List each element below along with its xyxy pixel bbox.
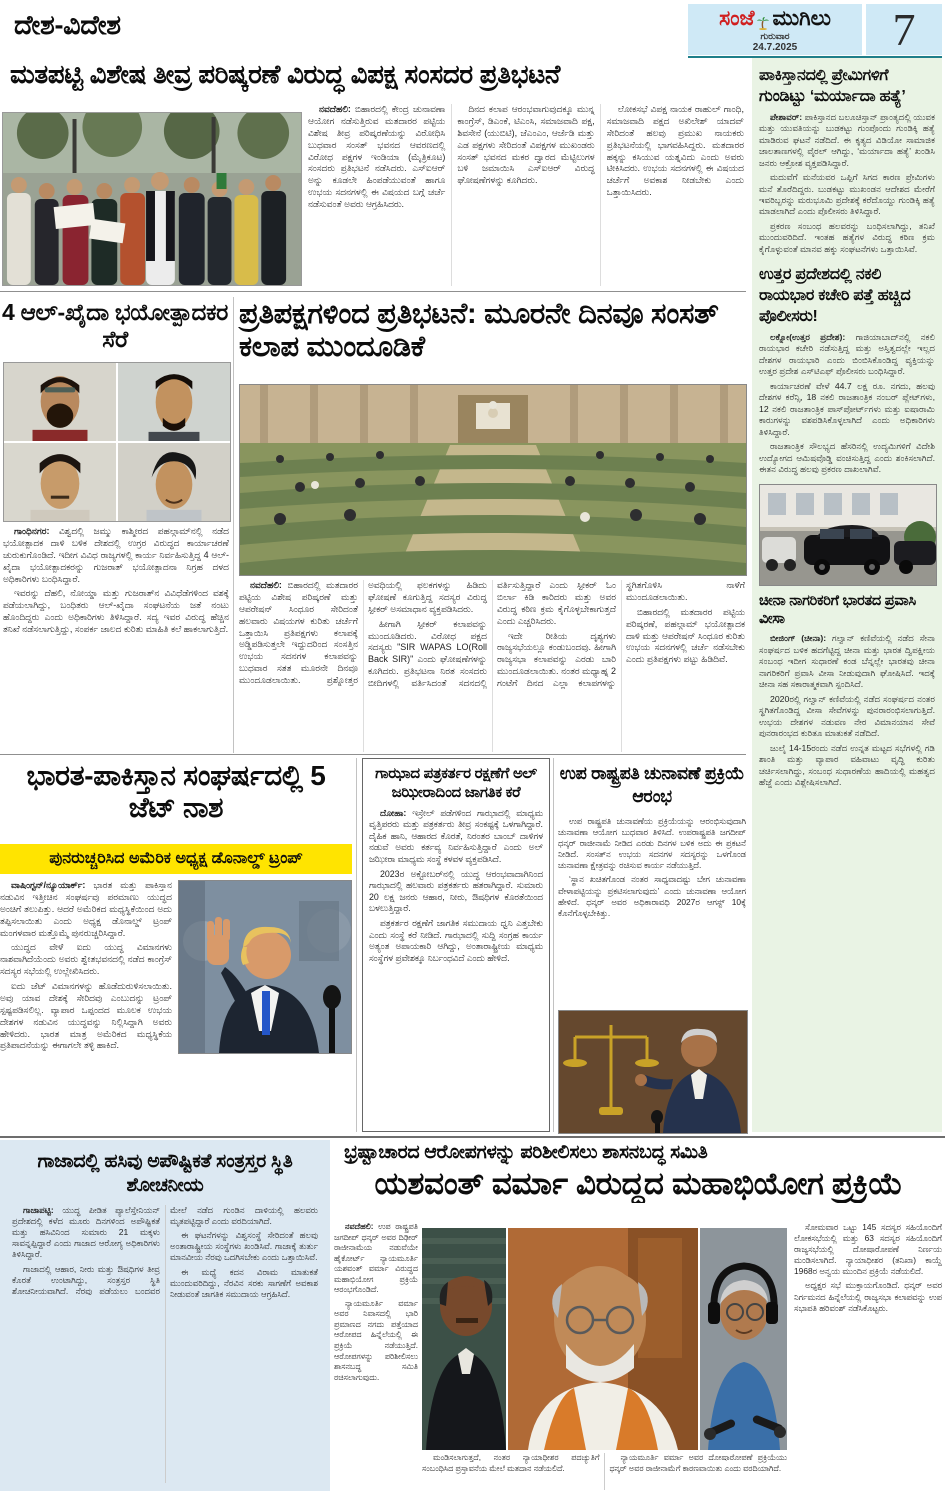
aljazeera-box xyxy=(362,758,550,1132)
china-visa-paragraph: 2020ರಲ್ಲಿ ಗಲ್ವಾನ್ ಕಣಿವೆಯಲ್ಲಿ ನಡೆದ ಸಂಘರ್ಷದ ನಂತರ ಸ್ಥಗಿತಗೊಂಡಿದ್ದ ವೀಸಾ ಸೇವೆಗಳನ್ನು ಪುನರಾರಂಭಿಸಲಾಗುತ್ತಿದೆ. ಉಭಯ ದೇಶಗಳ ನಡುವಣ ನೇರ ವಿಮಾನಯಾನ ಸೇವೆ ಪುನರಾರಂಭದ ಕುರಿತೂ ಮಾತುಕತೆ ನಡೆದಿದೆ. xyxy=(759,693,935,739)
alqaeda-body xyxy=(3,526,229,752)
aljazeera-body xyxy=(369,808,543,965)
honor-killing-body xyxy=(759,112,935,256)
trump-photo xyxy=(178,880,352,1054)
varma-left-column xyxy=(334,1222,418,1491)
brand-word-black: ಮುಗಿಲು xyxy=(772,6,831,30)
brand-logo xyxy=(719,7,831,31)
aljazeera-headline: ಗಾಝಾದ ಪತ್ರಕರ್ತರ ರಕ್ಷಣೆಗೆ ಅಲ್ ಜಝೀರಾದಿಂದ ಜಾಗತಿಕ ಕರೆ xyxy=(375,765,537,801)
gaza-box xyxy=(0,1140,330,1491)
jets-paragraph: ವಾಷಿಂಗ್ಟನ್/ನ್ಯೂಯಾರ್ಕ್: ಭಾರತ ಮತ್ತು ಪಾಕಿಸ್ತಾನ ನಡುವಿನ ಇತ್ತೀಚಿನ ಸಂಘರ್ಷವು ಪರಮಾಣು ಯುದ್ಧದ ಅಂಚಿಗೆ ತಲುಪಿತ್ತು. ಆದರೆ ಅಮೆರಿಕದ ಮಧ್ಯಸ್ಥಿಕೆಯಿಂದ ಅದು ತಪ್ಪಿಸಲಾಯಿತು ಎಂದು ಅಧ್ಯಕ್ಷ ಡೊನಾಲ್ಡ್ ಟ್ರಂಪ್ ಮಂಗಳವಾರ ಮತ್ತೊಮ್ಮೆ ಪುನರುಚ್ಚರಿಸಿದ್ದಾರೆ. xyxy=(0,880,172,938)
section-rule xyxy=(0,754,746,755)
masthead-day: ಗುರುವಾರ xyxy=(760,30,790,41)
protest-photo xyxy=(2,112,302,286)
parliament-paragraph: ಇದೇ ರೀತಿಯ ದೃಶ್ಯಗಳು ರಾಜ್ಯಸಭೆಯಲ್ಲೂ ಕಂಡುಬಂದವು. ಹೀಗಾಗಿ ರಾಜ್ಯಸಭಾ ಕಲಾಪವನ್ನು ಎರಡು ಬಾರಿ ಮುಂದೂಡಲಾಯಿತು. ನಂತರ ಮಧ್ಯಾಹ್ನ 2 ಗಂಟೆಗೆ ದಿನದ ಎಲ್ಲಾ ಕಲಾಪಗಳನ್ನು ಸ್ಥಗಿತಗೊಳಿಸಿ ನಾಳೆಗೆ ಮುಂದೂಡಲಾಯಿತು. xyxy=(497,580,745,688)
lead-body xyxy=(308,104,744,286)
varma-bottom-strip xyxy=(422,1453,787,1490)
section-rule xyxy=(0,291,746,292)
jets-subhead-bar xyxy=(0,844,352,874)
aljazeera-paragraph: ದೋಹಾ: ಇಸ್ರೇಲ್ ಪಡೆಗಳಿಂದ ಗಾಝಾದಲ್ಲಿ ಮಾಧ್ಯಮ ವೃತ್ತಿಪರರು ಮತ್ತು ಪತ್ರಕರ್ತರು ತೀವ್ರ ಸಂಕಷ್ಟಕ್ಕೆ ಒಳಗಾಗಿದ್ದಾರೆ. ದೈಹಿಕ ಹಾನಿ, ಆಹಾರದ ಕೊರತೆ, ನಿರಂತರ ಬಾಂಬ್ ದಾಳಿಗಳ ನಡುವೆ ಅವರು ಕರ್ತವ್ಯ ನಿರ್ವಹಿಸುತ್ತಿದ್ದಾರೆ ಎಂದು ಅಲ್ ಜಝೀರಾ ಮಾಧ್ಯಮ ಸಂಸ್ಥೆ ಕಳವಳ ವ್ಯಕ್ತಪಡಿಸಿದೆ. xyxy=(369,807,543,864)
jets-body xyxy=(0,880,352,1132)
lead-paragraph: ದಿನದ ಕಲಾಪ ಆರಂಭವಾಗುವುದಕ್ಕೂ ಮುನ್ನ ಕಾಂಗ್ರೆಸ್, ಡಿಎಂಕೆ, ಟಿಎಂಸಿ, ಸಮಾಜವಾದಿ ಪಕ್ಷ, ಶಿವಸೇನೆ (ಯುಬಿಟಿ), ಜೆಎಂಎಂ, ಆರ್ಜೆಡಿ ಮತ್ತು ಎಡ ಪಕ್ಷಗಳು ಸೇರಿದಂತೆ ವಿಪಕ್ಷಗಳ ಮುಖಂಡರು ಸಂಸತ್ ಭವನದ ಮಕರ ದ್ವಾರದ ಮೆಟ್ಟಿಲುಗಳ ಬಳಿ ಜಮಾಯಿಸಿ ಎಸ್‌ಐಆರ್ ವಿರುದ್ಧ ಘೋಷಣೆಗಳನ್ನು ಕೂಗಿದರು. xyxy=(457,104,595,186)
suspect-photo-1 xyxy=(4,363,116,441)
fake-embassy-headline: ಉತ್ತರ ಪ್ರದೇಶದಲ್ಲಿ ನಕಲಿ ರಾಯಭಾರ ಕಚೇರಿ ಪತ್ತೆ ಹಚ್ಚಿದ ಪೊಲೀಸರು! xyxy=(759,266,911,325)
fake-embassy-body xyxy=(759,332,935,476)
lead-paragraph: ನವದೆಹಲಿ: ಬಿಹಾರದಲ್ಲಿ ಕೇಂದ್ರ ಚುನಾವಣಾ ಆಯೋಗ ನಡೆಸುತ್ತಿರುವ ಮತದಾರರ ಪಟ್ಟಿಯ ವಿಶೇಷ ತೀವ್ರ ಪರಿಷ್ಕರಣೆಯನ್ನು ವಿರೋಧಿಸಿ ಬುಧವಾರ ಸಂಸತ್ ಭವನದ ಆವರಣದಲ್ಲಿ ವಿರೋಧ ಪಕ್ಷಗಳ ಇಂಡಿಯಾ (ಮೈತ್ರಿಕೂಟ) ಸಂಸದರು ಪ್ರತಿಭಟನೆ ನಡೆಸಿದರು. ಎಸ್‌ಐಆರ್ ಅನ್ನು ಕೂಡಲೇ ಹಿಂಪಡೆಯುವಂತೆ ಹಾಗೂ ಉಭಯ ಸದನಗಳಲ್ಲಿ ಈ ವಿಷಯದ ಬಗ್ಗೆ ಚರ್ಚೆ ನಡೆಸುವಂತೆ ಅವರು ಆಗ್ರಹಿಸಿದರು. xyxy=(308,104,446,209)
jets-headline: ಭಾರತ-ಪಾಕಿಸ್ತಾನ ಸಂಘರ್ಷದಲ್ಲಿ 5 ಜೆಟ್ ನಾಶ xyxy=(26,760,326,824)
gaza-body xyxy=(12,1205,318,1483)
vp-headline: ಉಪ ರಾಷ್ಟ್ರಪತಿ ಚುನಾವಣೆ ಪ್ರಕ್ರಿಯೆ ಆರಂಭ xyxy=(559,763,745,806)
amit-shah-photo xyxy=(508,1228,698,1450)
gaza-paragraph: ಗಾಜಾಪಟ್ಟಿ: ಯುದ್ಧ ಪೀಡಿತ ಪ್ಯಾಲೆಸ್ತೇನಿಯನ್ ಪ್ರದೇಶದಲ್ಲಿ ಕಳೆದ ಮೂರು ದಿನಗಳಿಂದ ಅಪೌಷ್ಟಿಕತೆ ಮತ್ತು ಹಸಿವಿನಿಂದ ಸುಮಾರು 21 ಮಕ್ಕಳು ಸಾವನ್ನಪ್ಪಿದ್ದಾರೆ ಎಂದು ಗಾಜಾದ ಆರೋಗ್ಯ ಅಧಿಕಾರಿಗಳು ತಿಳಿಸಿದ್ದಾರೆ. xyxy=(12,1204,160,1260)
gaza-headline: ಗಾಜಾದಲ್ಲಿ ಹಸಿವು ಅಪೌಷ್ಟಿಕತೆ ಸಂತ್ರಸ್ತರ ಸ್ಥಿತಿ ಶೋಚನೀಯ xyxy=(37,1151,293,1196)
parliament-photo xyxy=(239,384,747,576)
china-visa-body xyxy=(759,633,935,788)
section-rule xyxy=(0,1136,945,1138)
fake-embassy-paragraph: ಕಾರ್ಯಾಚರಣೆ ವೇಳೆ 44.7 ಲಕ್ಷ ರೂ. ನಗದು, ಹಲವು ದೇಶಗಳ ಕರೆನ್ಸಿ, 18 ನಕಲಿ ರಾಜತಾಂತ್ರಿಕ ನಂಬರ್ ಪ್ಲೇಟ್‌ಗಳು, 12 ನಕಲಿ ರಾಜತಾಂತ್ರಿಕ ಪಾಸ್‌ಪೋರ್ಟ್‌ಗಳು ಮತ್ತು ಐಷಾರಾಮಿ ಕಾರುಗಳನ್ನು ವಶಪಡಿಸಿಕೊಳ್ಳಲಾಗಿದೆ ಎಂದು ಅಧಿಕಾರಿಗಳು ತಿಳಿಸಿದ್ದಾರೆ. xyxy=(759,380,935,437)
gaza-paragraph: ಗಾಜಾದಲ್ಲಿ ಆಹಾರ, ನೀರು ಮತ್ತು ಔಷಧಿಗಳ ತೀವ್ರ ಕೊರತೆ ಉಂಟಾಗಿದ್ದು, ಸಂತ್ರಸ್ತರ ಸ್ಥಿತಿ ಶೋಚನೀಯವಾಗಿದೆ. ನೆರವು ಪಡೆಯಲು ಬಂದವರ ಮೇಲೆ ನಡೆದ ಗುಂಡಿನ ದಾಳಿಯಲ್ಲಿ ಹಲವರು ಮೃತಪಟ್ಟಿದ್ದಾರೆ ಎಂದು ವರದಿಯಾಗಿದೆ. xyxy=(12,1204,318,1297)
jets-subhead: ಪುನರುಚ್ಚರಿಸಿದ ಅಮೆರಿಕ ಅಧ್ಯಕ್ಷ ಡೊನಾಲ್ಡ್ ಟ್ರಂಪ್ xyxy=(49,850,303,867)
palm-tree-icon xyxy=(756,12,770,26)
varma-kicker: ಭ್ರಷ್ಟಾಚಾರದ ಆರೋಪಗಳನ್ನು ಪರಿಶೀಲಿಸಲು ಶಾಸನಬದ್ಧ ಸಮಿತಿ xyxy=(344,1142,708,1163)
aljazeera-paragraph: 2023ರ ಅಕ್ಟೋಬರ್‌ನಲ್ಲಿ ಯುದ್ಧ ಆರಂಭವಾದಾಗಿನಿಂದ ಗಾಝಾದಲ್ಲಿ ಹಲವಾರು ಪತ್ರಕರ್ತರು ಹತರಾಗಿದ್ದಾರೆ. ಸುಮಾರು 20 ಲಕ್ಷ ಜನರು ಆಹಾರ, ನೀರು, ಔಷಧಿಗಳ ಕೊರತೆಯಿಂದ ಬಳಲುತ್ತಿದ್ದಾರೆ. xyxy=(369,868,543,914)
embassy-cars-photo xyxy=(759,484,937,586)
honor-killing-paragraph: ಪೇಶಾವರ್: ಪಾಕಿಸ್ತಾನದ ಬಲೂಚಿಸ್ತಾನ್ ಪ್ರಾಂತ್ಯದಲ್ಲಿ ಯುವಕ ಮತ್ತು ಯುವತಿಯನ್ನು ಬುಡಕಟ್ಟು ಗುಂಪೊಂದು ಗುಂಡಿಕ್ಕಿ ಹತ್ಯೆ ಮಾಡಿರುವ ಘಟನೆ ನಡೆದಿದೆ. ಈ ಕೃತ್ಯದ ವಿಡಿಯೋ ಸಾಮಾಜಿಕ ಜಾಲತಾಣಗಳಲ್ಲಿ ವೈರಲ್ ಆಗಿದ್ದು, ‘ಮರ್ಯಾದಾ ಹತ್ಯೆ’ ಖಂಡಿಸಿ ಜನರು ಆಕ್ರೋಶ ವ್ಯಕ್ತಪಡಿಸಿದ್ದಾರೆ. xyxy=(759,111,935,168)
varma-paragraph: ಸೋಮವಾರ ಒಟ್ಟು 145 ಸದಸ್ಯರ ಸಹಿಯೊಂದಿಗೆ ಲೋಕಸಭೆಯಲ್ಲಿ ಮತ್ತು 63 ಸದಸ್ಯರ ಸಹಿಯೊಂದಿಗೆ ರಾಜ್ಯಸಭೆಯಲ್ಲಿ ದೋಷಾರೋಪಣೆ ನಿರ್ಣಯ ಮಂಡಿಸಲಾಗಿದೆ. ನ್ಯಾಯಾಧೀಶರ (ತನಿಖಾ) ಕಾಯ್ದೆ 1968ರ ಅನ್ವಯ ಮುಂದಿನ ಪ್ರಕ್ರಿಯೆ ನಡೆಯಲಿದೆ. xyxy=(794,1222,942,1277)
parliament-paragraph: ಬಿಹಾರದಲ್ಲಿ ಮತದಾರರ ಪಟ್ಟಿಯ ಪರಿಷ್ಕರಣೆ, ಪಹಲ್ಗಾಮ್ ಭಯೋತ್ಪಾದಕ ದಾಳಿ ಮತ್ತು ಆಪರೇಷನ್ ಸಿಂಧೂರ ಕುರಿತು ಉಭಯ ಸದನಗಳಲ್ಲಿ ಚರ್ಚೆ ನಡೆಸಬೇಕು ಎಂದು ಪ್ರತಿಪಕ್ಷಗಳು ಪಟ್ಟು ಹಿಡಿದಿವೆ. xyxy=(626,606,745,665)
jets-paragraph: ಐದು ಜೆಟ್ ವಿಮಾನಗಳನ್ನು ಹೊಡೆದುರುಳಿಸಲಾಯಿತು. ಅವು ಯಾವ ದೇಶಕ್ಕೆ ಸೇರಿದವು ಎಂಬುದನ್ನು ಟ್ರಂಪ್ ಸ್ಪಷ್ಟಪಡಿಸಲಿಲ್ಲ. ವ್ಯಾಪಾರ ಒಪ್ಪಂದದ ಮೂಲಕ ಉಭಯ ದೇಶಗಳ ನಡುವಿನ ಯುದ್ಧವನ್ನು ನಿಲ್ಲಿಸಿದ್ದಾಗಿ ಅವರು ಹೇಳಿದರು. ಭಾರತ ಮಾತ್ರ ಅಮೆರಿಕದ ಮಧ್ಯಸ್ಥಿಕೆಯ ಪ್ರತಿಪಾದನೆಯನ್ನು ಈಗಾಗಲೇ ತಳ್ಳಿ ಹಾಕಿದೆ. xyxy=(0,981,172,1051)
vp-paragraph: ‘ಸ್ಥಾನ ಖಚಿತಗೊಂಡ ನಂತರ ಸಾಧ್ಯವಾದಷ್ಟು ಬೇಗ ಚುನಾವಣಾ ವೇಳಾಪಟ್ಟಿಯನ್ನು ಪ್ರಕಟಿಸಲಾಗುವುದು’ ಎಂದು ಚುನಾವಣಾ ಆಯೋಗ ಹೇಳಿದೆ. ಧನ್ಕರ್ ಅವರ ಅಧಿಕಾರಾವಧಿ 2027ರ ಆಗಸ್ಟ್ 10ಕ್ಕೆ ಕೊನೆಗೊಳ್ಳಬೇಕಿತ್ತು. xyxy=(558,874,746,918)
varma-right-column xyxy=(794,1222,942,1491)
vp-body xyxy=(558,816,746,1008)
parliament-paragraph: ಹೀಗಾಗಿ ಸ್ಪೀಕರ್ ಕಲಾಪವನ್ನು ಮುಂದೂಡಿದರು. ವಿರೋಧ ಪಕ್ಷದ ಸದಸ್ಯರು "SIR WAPAS LO(Roll Back SIR)" ಎಂದು ಘೋಷಣೆಗಳನ್ನು ಕೂಗಿದರು. ಪ್ರತಿಭಟನಾ ನಿರತ ಸಂಸದರು ಬೀದಿಗಳಲ್ಲಿ ವರ್ತಿಸಿದಂತೆ ಸದನದಲ್ಲಿ ವರ್ತಿಸುತ್ತಿದ್ದಾರೆ ಎಂದು ಸ್ಪೀಕರ್ ಓಂ ಬಿರ್ಲಾ ಕಿಡಿ ಕಾರಿದರು ಮತ್ತು ಅವರ ವಿರುದ್ಧ ಕಠಿಣ ಕ್ರಮ ಕೈಗೊಳ್ಳಬೇಕಾಗುತ್ತದೆ ಎಂದು ಎಚ್ಚರಿಸಿದರು. xyxy=(368,580,616,688)
column-rule xyxy=(356,758,357,1132)
varma-paragraph: ಅಧ್ಯಕ್ಷರ ಸಭೆ ಮುಕ್ತಾಯಗೊಂಡಿದೆ. ಧನ್ಕರ್ ಅವರ ನಿರ್ಗಮನದ ಹಿನ್ನೆಲೆಯಲ್ಲಿ ರಾಜ್ಯಸಭಾ ಕಲಾಪವನ್ನು ಉಪ ಸಭಾಪತಿ ಹರಿವಂಶ್ ನಡೆಸಿಕೊಟ್ಟರು. xyxy=(794,1280,942,1313)
lead-headline: ಮತಪಟ್ಟಿ ವಿಶೇಷ ತೀವ್ರ ಪರಿಷ್ಕರಣೆ ವಿರುದ್ಧ ವಿಪಕ್ಷ ಸಂಸದರ ಪ್ರತಿಭಟನೆ xyxy=(10,59,561,89)
suspects-photo-grid xyxy=(3,362,231,522)
varma-paragraph: ನ್ಯಾಯಮೂರ್ತಿ ವರ್ಮಾ ಅವರ ನಿವಾಸದಲ್ಲಿ ಭಾರಿ ಪ್ರಮಾಣದ ನಗದು ಪತ್ತೆಯಾದ ಆರೋಪದ ಹಿನ್ನೆಲೆಯಲ್ಲಿ ಈ ಪ್ರಕ್ರಿಯೆ ನಡೆಯುತ್ತಿದೆ. ಆರೋಪಗಳನ್ನು ಪರಿಶೀಲಿಸಲು ಶಾಸನಬದ್ಧ ಸಮಿತಿ ರಚಿಸಲಾಗುವುದು. xyxy=(334,1298,418,1382)
varma-caption: ಮಂಡಿಸಲಾಗುತ್ತದೆ, ನಂತರ ನ್ಯಾಯಾಧೀಶರ ಪದಚ್ಯುತಿಗೆ ಸಂಬಂಧಿಸಿದ ಪ್ರಸ್ತಾವನೆಯ ಮೇಲೆ ಮತದಾನ ನಡೆಯಲಿದೆ. xyxy=(422,1453,600,1473)
brand-word-red: ಸಂಜೆ xyxy=(719,6,755,30)
honor-killing-paragraph: ಪ್ರಕರಣ ಸಂಬಂಧ ಹಲವರನ್ನು ಬಂಧಿಸಲಾಗಿದ್ದು, ತನಿಖೆ ಮುಂದುವರಿದಿದೆ. ಇಂತಹ ಹತ್ಯೆಗಳ ವಿರುದ್ಧ ಕಠಿಣ ಕ್ರಮ ಕೈಗೊಳ್ಳುವಂತೆ ಮಾನವ ಹಕ್ಕು ಸಂಘಟನೆಗಳು ಒತ್ತಾಯಿಸಿವೆ. xyxy=(759,220,935,254)
parliament-body xyxy=(239,580,745,752)
aljazeera-paragraph: ಪತ್ರಕರ್ತರ ರಕ್ಷಣೆಗೆ ಜಾಗತಿಕ ಸಮುದಾಯ ಧ್ವನಿ ಎತ್ತಬೇಕು ಎಂದು ಸಂಸ್ಥೆ ಕರೆ ನೀಡಿದೆ. ಗಾಝಾದಲ್ಲಿ ಸುದ್ದಿ ಸಂಗ್ರಹ ಕಾರ್ಯ ಅತ್ಯಂತ ಅಪಾಯಕಾರಿ ಆಗಿದ್ದು, ಅಂತಾರಾಷ್ಟ್ರೀಯ ಮಾಧ್ಯಮ ಸಂಸ್ಥೆಗಳ ಪ್ರವೇಶಕ್ಕೂ ನಿರ್ಬಂಧವಿದೆ ಎಂದು ಹೇಳಿದೆ. xyxy=(369,917,543,963)
suspect-photo-2 xyxy=(118,363,230,441)
fake-embassy-paragraph: ರಾಜತಾಂತ್ರಿಕ ಸೌಲಭ್ಯದ ಹೆಸರಿನಲ್ಲಿ ಉದ್ಯಮಿಗಳಿಗೆ ವಿದೇಶಿ ಉದ್ಯೋಗದ ಆಮಿಷವೊಡ್ಡಿ ವಂಚಿಸುತ್ತಿದ್ದ ಎಂದು ಶಂಕಿಸಲಾಗಿದೆ. ಈತನ ವಿರುದ್ಧ ಹಲವು ಪ್ರಕರಣ ದಾಖಲಾಗಿವೆ. xyxy=(759,441,935,475)
parliament-paragraph: ನವದೆಹಲಿ: ಬಿಹಾರದಲ್ಲಿ ಮತದಾರರ ಪಟ್ಟಿಯ ವಿಶೇಷ ಪರಿಷ್ಕರಣೆ ಮತ್ತು ಆಪರೇಷನ್ ಸಿಂಧೂರ ಸೇರಿದಂತೆ ಹಲವಾರು ವಿಷಯಗಳ ಕುರಿತು ಚರ್ಚೆಗೆ ಒತ್ತಾಯಿಸಿ ಪ್ರತಿಪಕ್ಷಗಳು ಕಲಾಪಕ್ಕೆ ಅಡ್ಡಿಪಡಿಸುತ್ತಲೇ ಇದ್ದುದರಿಂದ ಸಂಸತ್ತಿನ ಉಭಯ ಸದನಗಳ ಕಲಾಪವನ್ನು ಬುಧವಾರ ಸತತ ಮೂರನೇ ದಿನವೂ ಮುಂದೂಡಲಾಯಿತು. ಪ್ರಶ್ನೋತ್ತರ ಅವಧಿಯಲ್ಲಿ ಫಲಕಗಳನ್ನು ಹಿಡಿದು ಘೋಷಣೆ ಕೂಗುತ್ತಿದ್ದ ಸದಸ್ಯರ ವಿರುದ್ಧ ಸ್ಪೀಕರ್ ಅಸಮಾಧಾನ ವ್ಯಕ್ತಪಡಿಸಿದರು. xyxy=(239,580,487,685)
suspect-photo-3 xyxy=(4,443,116,521)
alqaeda-headline: 4 ಆಲ್-ಖೈದಾ ಭಯೋತ್ಪಾದಕರ ಸೆರೆ xyxy=(1,299,228,353)
harivansh-photo xyxy=(700,1228,787,1450)
column-rule xyxy=(553,758,554,1132)
alqaeda-paragraph: ಗಾಂಧಿನಗರ: ವಿಶ್ವದಲ್ಲಿ ಜಮ್ಮು ಕಾಶ್ಮೀರದ ಪಹಲ್ಗಾಮ್‌ನಲ್ಲಿ ನಡೆದ ಭಯೋತ್ಪಾದಕ ದಾಳಿ ಬಳಿಕ ದೇಶದಲ್ಲಿ ಉಗ್ರರ ವಿರುದ್ಧದ ಕಾರ್ಯಾಚರಣೆ ಚುರುಕುಗೊಂಡಿದೆ. ಇದೀಗ ವಿವಿಧ ರಾಜ್ಯಗಳಲ್ಲಿ ಕಾರ್ಯ ನಿರ್ವಹಿಸುತ್ತಿದ್ದ 4 ಆಲ್-ಖೈದಾ ಭಯೋತ್ಪಾದಕರನ್ನು ಗುಜರಾತ್ ಭಯೋತ್ಪಾದನಾ ನಿಗ್ರಹ ದಳದ ಅಧಿಕಾರಿಗಳು ಬಂಧಿಸಿದ್ದಾರೆ. xyxy=(3,526,229,584)
lead-paragraph: ಲೋಕಸಭೆ ವಿಪಕ್ಷ ನಾಯಕ ರಾಹುಲ್ ಗಾಂಧಿ, ಸಮಾಜವಾದಿ ಪಕ್ಷದ ಅಖಿಲೇಶ್ ಯಾದವ್ ಸೇರಿದಂತೆ ಹಲವು ಪ್ರಮುಖ ನಾಯಕರು ಪ್ರತಿಭಟನೆಯಲ್ಲಿ ಭಾಗವಹಿಸಿದ್ದರು. ಮತದಾರರ ಹಕ್ಕನ್ನು ಕಸಿಯುವ ಯತ್ನವಿದು ಎಂದು ಅವರು ಟೀಕಿಸಿದರು. ಉಭಯ ಸದನಗಳಲ್ಲಿ ಈ ವಿಷಯದ ಚರ್ಚೆಗೆ ಅವಕಾಶ ನೀಡಬೇಕು ಎಂದು ಒತ್ತಾಯಿಸಿದರು. xyxy=(606,104,744,198)
gaza-paragraph: ಈ ಘಟನೆಗಳನ್ನು ವಿಶ್ವಸಂಸ್ಥೆ ಸೇರಿದಂತೆ ಹಲವು ಅಂತಾರಾಷ್ಟ್ರೀಯ ಸಂಸ್ಥೆಗಳು ಖಂಡಿಸಿವೆ. ಗಾಜಾಕ್ಕೆ ತುರ್ತು ಮಾನವೀಯ ನೆರವು ಒದಗಿಸಬೇಕು ಎಂದು ಒತ್ತಾಯಿಸಿವೆ. xyxy=(170,1229,318,1263)
fake-embassy-paragraph: ಲಕ್ನೋ(ಉತ್ತರ ಪ್ರದೇಶ): ಗಾಜಿಯಾಬಾದ್‌ನಲ್ಲಿ ನಕಲಿ ರಾಯಭಾರ ಕಚೇರಿ ನಡೆಸುತ್ತಿದ್ದ ಮತ್ತು ಅಸ್ತಿತ್ವದಲ್ಲೇ ಇಲ್ಲದ ದೇಶಗಳ ರಾಯಭಾರಿ ಎಂದು ಬಿಂಬಿಸಿಕೊಂಡಿದ್ದ ವ್ಯಕ್ತಿಯನ್ನು ಉತ್ತರ ಪ್ರದೇಶ ಎಸ್‌ಟಿಎಫ್ ಪೊಲೀಸರು ಬಂಧಿಸಿದ್ದಾರೆ. xyxy=(759,331,935,377)
masthead xyxy=(688,4,862,55)
china-visa-paragraph: ಜುಲೈ 14-15ರಂದು ನಡೆದ ಉನ್ನತ ಮಟ್ಟದ ಸಭೆಗಳಲ್ಲಿ ಗಡಿ ಶಾಂತಿ ಮತ್ತು ವ್ಯಾಪಾರ ವಹಿವಾಟು ವೃದ್ಧಿ ಕುರಿತು ಚರ್ಚಿಸಲಾಗಿದ್ದು, ಸಂಬಂಧ ಸುಧಾರಣೆಯ ಹಾದಿಯಲ್ಲಿ ಮಹತ್ವದ ಹೆಜ್ಜೆ ಎಂದು ವಿಶ್ಲೇಷಿಸಲಾಗಿದೆ. xyxy=(759,742,935,788)
om-birla-photo xyxy=(422,1228,506,1450)
suspect-photo-4 xyxy=(118,443,230,521)
varma-headline: ಯಶವಂತ್ ವರ್ಮಾ ವಿರುದ್ಧದ ಮಹಾಭಿಯೋಗ ಪ್ರಕ್ರಿಯೆ xyxy=(374,1166,903,1201)
gaza-paragraph: ಈ ಮಧ್ಯೆ ಕದನ ವಿರಾಮ ಮಾತುಕತೆ ಮುಂದುವರಿದಿದ್ದು, ನೆರವಿನ ಸರಕು ಸಾಗಣೆಗೆ ಅವಕಾಶ ನೀಡುವಂತೆ ಜಾಗತಿಕ ಸಮುದಾಯ ಆಗ್ರಹಿಸಿದೆ. xyxy=(170,1266,318,1300)
column-rule xyxy=(233,297,234,753)
parliament-headline: ಪ್ರತಿಪಕ್ಷಗಳಿಂದ ಪ್ರತಿಭಟನೆ: ಮೂರನೇ ದಿನವೂ ಸಂಸತ್ ಕಲಾಪ ಮುಂದೂಡಿಕೆ xyxy=(239,298,719,364)
varma-caption: ನ್ಯಾಯಮೂರ್ತಿ ವರ್ಮಾ ಅವರ ದೋಷಾರೋಪಣೆ ಪ್ರಕ್ರಿಯೆಯು ಧನ್ಕರ್ ಅವರ ರಾಜೀನಾಮೆಗೆ ಕಾರಣವಾಯಿತು ಎಂದು ವರದಿಯಾಗಿದೆ. xyxy=(609,1453,787,1473)
jets-paragraph: ಯುದ್ಧದ ವೇಳೆ ಐದು ಯುದ್ಧ ವಿಮಾನಗಳು ನಾಶವಾಗಿದೆಯೆಂದು ಅವರು ಶ್ವೇತಭವನದಲ್ಲಿ ನಡೆದ ಕಾಂಗ್ರೆಸ್ ಸದಸ್ಯರ ಸಭೆಯಲ್ಲಿ ಉಲ್ಲೇಖಿಸಿದರು. xyxy=(0,942,172,977)
varma-paragraph: ನವದೆಹಲಿ: ಉಪ ರಾಷ್ಟ್ರಪತಿ ಜಗದೀಪ್ ಧನ್ಕರ್ ಅವರ ದಿಢೀರ್ ರಾಜೀನಾಮೆಯ ನಡುವೆಯೇ ಹೈಕೋರ್ಟ್ ನ್ಯಾಯಮೂರ್ತಿ ಯಶವಂತ್ ವರ್ಮಾ ವಿರುದ್ಧದ ಮಹಾಭಿಯೋಗ ಪ್ರಕ್ರಿಯೆ ಆರಂಭಗೊಂಡಿದೆ. xyxy=(334,1222,418,1295)
honor-killing-headline: ಪಾಕಿಸ್ತಾನದಲ್ಲಿ ಪ್ರೇಮಿಗಳಿಗೆ ಗುಂಡಿಟ್ಟು ‘ಮರ್ಯಾದಾ ಹತ್ಯೆ’ xyxy=(759,67,906,105)
section-title: ದೇಶ-ವಿದೇಶ xyxy=(14,10,121,40)
vp-paragraph: ಉಪ ರಾಷ್ಟ್ರಪತಿ ಚುನಾವಣೆಯ ಪ್ರಕ್ರಿಯೆಯನ್ನು ಆರಂಭಿಸುವುದಾಗಿ ಚುನಾವಣಾ ಆಯೋಗ ಬುಧವಾರ ತಿಳಿಸಿದೆ. ಉಪರಾಷ್ಟ್ರಪತಿ ಜಗದೀಪ್ ಧನ್ಕರ್ ರಾಜೀನಾಮೆ ನೀಡಿದ ಎರಡು ದಿನಗಳ ಬಳಿಕ ಅದು ಈ ಪ್ರಕಟನೆ ನೀಡಿದೆ. ಸಂಸತ್‌ನ ಉಭಯ ಸದನಗಳ ಸದಸ್ಯರನ್ನು ಒಳಗೊಂಡ ಚುನಾವಣಾ ಕ್ಷೇತ್ರವನ್ನು ರಚಿಸುವ ಕಾರ್ಯ ನಡೆಯುತ್ತಿದೆ. xyxy=(558,816,746,871)
dhankhar-photo xyxy=(558,1010,748,1134)
right-rail xyxy=(752,58,942,1132)
honor-killing-paragraph: ಮದುವೆಗೆ ಮನೆಯವರ ಒಪ್ಪಿಗೆ ಸಿಗದ ಕಾರಣ ಪ್ರೇಮಿಗಳು ಮನೆ ತೊರೆದಿದ್ದರು. ಬುಡಕಟ್ಟು ಮುಖಂಡನ ಆದೇಶದ ಮೇರೆಗೆ ಇವರಿಬ್ಬರನ್ನು ಮರುಭೂಮಿ ಪ್ರದೇಶಕ್ಕೆ ಕರೆದೊಯ್ದು ಗುಂಡಿಕ್ಕಿ ಹತ್ಯೆ ಮಾಡಲಾಗಿದೆ ಎಂದು ಪೊಲೀಸರು ತಿಳಿಸಿದ್ದಾರೆ. xyxy=(759,172,935,217)
china-visa-paragraph: ಬೀಜಿಂಗ್ (ಚೀನಾ): ಗಲ್ವಾನ್ ಕಣಿವೆಯಲ್ಲಿ ನಡೆದ ಸೇನಾ ಸಂಘರ್ಷದ ಬಳಿಕ ಹದಗೆಟ್ಟಿದ್ದ ಚೀನಾ ಮತ್ತು ಭಾರತ ದ್ವಿಪಕ್ಷೀಯ ಸಂಬಂಧ ಇದೀಗ ಸುಧಾರಣೆ ಕಂಡ ಬೆನ್ನಲ್ಲೇ ಭಾರತವು ಚೀನಾ ನಾಗರಿಕರಿಗೆ ಪ್ರವಾಸಿ ವೀಸಾ ನೀಡುವುದಾಗಿ ಘೋಷಿಸಿದೆ. ಇದಕ್ಕೆ ಚೀನಾ ಸಹ ಸಕಾರಾತ್ಮಕವಾಗಿ ಸ್ಪಂದಿಸಿದೆ. xyxy=(759,633,935,690)
alqaeda-paragraph: ಇವರನ್ನು ದೆಹಲಿ, ನೋಯ್ಡಾ ಮತ್ತು ಗುಜರಾತ್‌ನ ವಿವಿಧೆಡೆಗಳಿಂದ ವಶಕ್ಕೆ ಪಡೆಯಲಾಗಿದ್ದು, ಬಂಧಿತರು ಆಲ್-ಖೈದಾ ಸಂಘಟನೆಯ ಜತೆ ನಂಟು ಹೊಂದಿದ್ದರು ಎಂದು ಅಧಿಕಾರಿಗಳು ತಿಳಿಸಿದ್ದಾರೆ. ಸದ್ಯ ಇವರ ವಿರುದ್ಧ ಹೆಚ್ಚಿನ ತನಿಖೆ ನಡೆಸಲಾಗುತ್ತಿದ್ದು, ಸಂಪರ್ಕ ಜಾಲದ ಕುರಿತು ಮಾಹಿತಿ ಕಲೆ ಹಾಕಲಾಗುತ್ತಿದೆ. xyxy=(3,588,229,634)
masthead-date: 24.7.2025 xyxy=(752,41,798,53)
page-number: 7 xyxy=(866,4,942,55)
china-visa-headline: ಚೀನಾ ನಾಗರಿಕರಿಗೆ ಭಾರತದ ಪ್ರವಾಸಿ ವೀಸಾ xyxy=(759,592,916,628)
